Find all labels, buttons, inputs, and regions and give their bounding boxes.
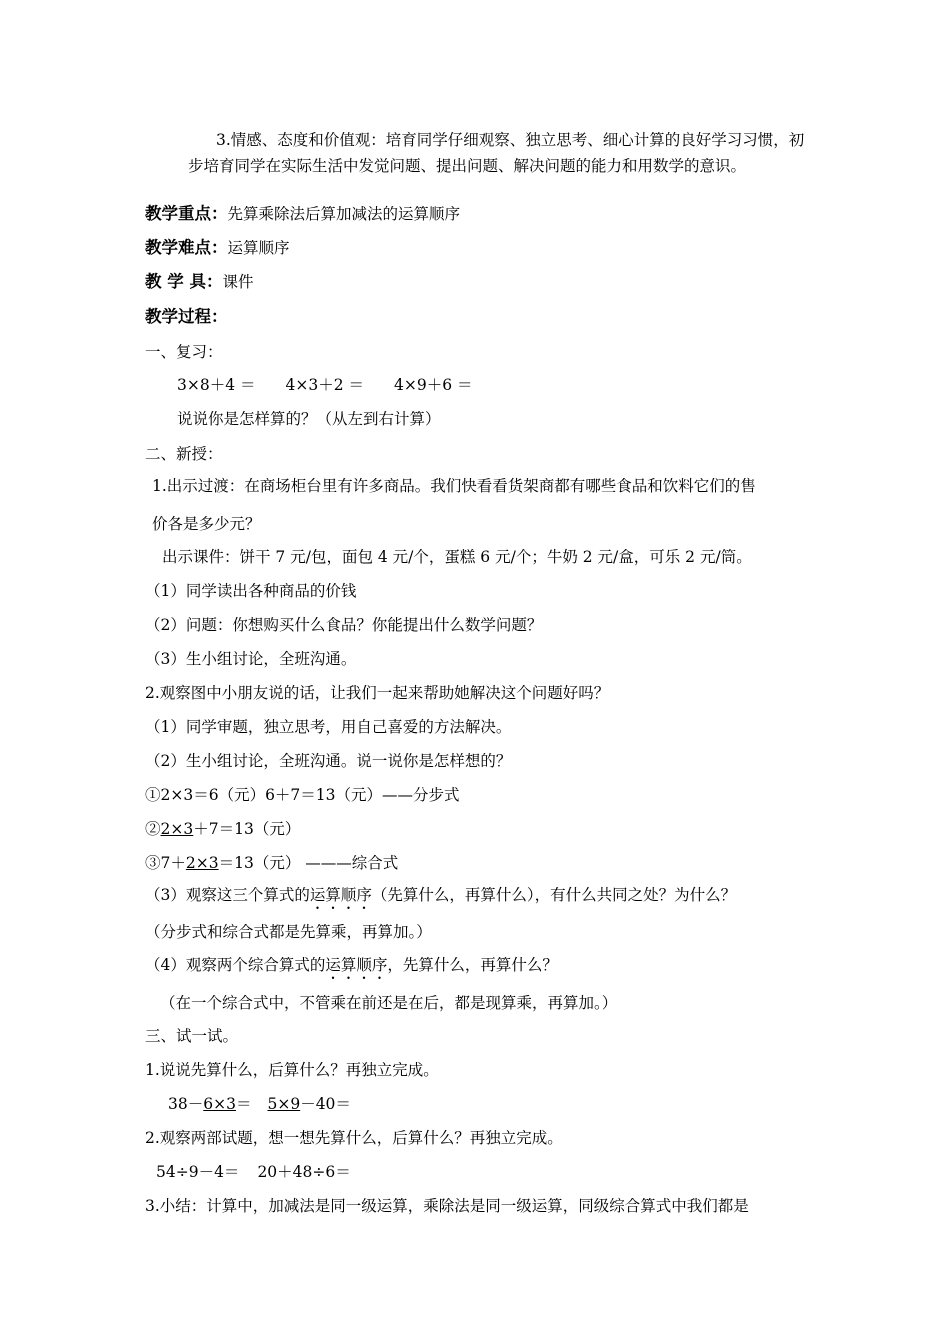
review-heading: 一、复习： [145, 343, 223, 361]
step-3-suffix: （先算什么，再算什么），有什么共同之处？为什么？ [371, 886, 737, 904]
try-exercises-2 [156, 1162, 351, 1182]
key-point-text: 先算乘除法后算加减法的运算顺序 [227, 205, 461, 223]
new-lesson-p1-line2: 价各是多少元？ [152, 515, 261, 533]
tools-label: 教 学 具： [145, 272, 223, 291]
question-2: （2）问题：你想购买什么食品？你能提出什么数学问题？ [145, 616, 543, 634]
exercise-2-underlined: 5×9 [267, 1095, 301, 1113]
question-1: （1）同学读出各种商品的价钱 [145, 582, 357, 600]
exercise-1-prefix: 38－ [168, 1095, 204, 1113]
step-4-answer: （在一个综合式中，不管乘在前还是在后，都是现算乘，再算加。） [160, 994, 618, 1012]
step-3-prefix: （3）观察这三个算式的 [145, 886, 310, 904]
method-3-suffix: ＝13（元） ———综合式 [218, 854, 399, 872]
method-2 [145, 819, 300, 839]
exercise-1-suffix: ＝ [235, 1095, 252, 1113]
key-point-line [145, 204, 460, 224]
process-title: 教学过程： [145, 307, 228, 326]
step-2: （2）生小组讨论，全班沟通。说一说你是怎样想的？ [145, 752, 512, 770]
step-3-emphasis: 运算顺序 [309, 886, 372, 904]
step-4-emphasis: 运算顺序 [325, 956, 388, 974]
question-3: （3）生小组讨论，全班沟通。 [145, 650, 357, 668]
method-3-prefix: ③7＋ [145, 854, 186, 872]
step-4-suffix: ，先算什么，再算什么？ [387, 956, 558, 974]
courseware-line: 出示课件：饼干 7 元/包，面包 4 元/个，蛋糕 6 元/个；牛奶 2 元/盒，可乐 2 元/筒。 [162, 548, 752, 566]
tools-line [145, 272, 254, 292]
review-eq-3: 4×9＋6 ＝ [394, 376, 473, 394]
key-point-label: 教学重点： [145, 204, 228, 223]
try-heading: 三、试一试。 [145, 1027, 239, 1045]
difficulty-label: 教学难点： [145, 238, 228, 257]
exercise-2-suffix: －40＝ [300, 1095, 351, 1113]
method-3 [145, 853, 398, 873]
review-equations [177, 375, 473, 395]
new-lesson-p1-line1: 1.出示过渡：在商场柜台里有许多商品。我们快看看货架商都有哪些食品和饮料它们的售 [152, 477, 756, 495]
try-task-1: 1.说说先算什么，后算什么？再独立完成。 [145, 1061, 439, 1079]
try-summary: 3.小结：计算中，加减法是同一级运算，乘除法是同一级运算，同级综合算式中我们都是 [145, 1197, 749, 1215]
review-eq-2: 4×3＋2 ＝ [285, 376, 364, 394]
review-prompt: 说说你是怎样算的？（从左到右计算） [177, 410, 441, 428]
step-4 [145, 955, 558, 983]
method-2-suffix: ＋7＝13（元） [193, 820, 301, 838]
difficulty-text: 运算顺序 [227, 239, 290, 257]
try-task-2: 2.观察两部试题，想一想先算什么，后算什么？再独立完成。 [145, 1129, 563, 1147]
new-lesson-p2: 2.观察图中小朋友说的话，让我们一起来帮助她解决这个问题好吗？ [145, 684, 610, 702]
tools-text: 课件 [222, 273, 254, 291]
new-lesson-heading: 二、新授： [145, 445, 223, 463]
step-1: （1）同学审题，独立思考，用自己喜爱的方法解决。 [145, 718, 512, 736]
method-1: ①2×3＝6（元）6＋7＝13（元）——分步式 [145, 786, 460, 804]
objective-item-3: 3.情感、态度和价值观：培育同学仔细观察、独立思考、细心计算的良好学习习惯，初步培育同学在实际生活中发觉问题、提出问题、解决问题的能力和用数学的意识。 [188, 131, 805, 175]
exercise-4: 20＋48÷6＝ [257, 1163, 351, 1181]
method-2-prefix: ② [145, 820, 161, 838]
method-3-underlined: 2×3 [185, 854, 219, 872]
review-eq-1: 3×8＋4 ＝ [177, 376, 256, 394]
try-exercises-1 [168, 1094, 351, 1114]
step-3-answer: （分步式和综合式都是先算乘，再算加。） [145, 923, 432, 941]
step-3 [145, 885, 736, 913]
exercise-1-underlined: 6×3 [203, 1095, 236, 1113]
exercise-3: 54÷9－4＝ [156, 1163, 240, 1181]
method-2-underlined: 2×3 [160, 820, 194, 838]
step-4-prefix: （4）观察两个综合算式的 [145, 956, 326, 974]
difficulty-line [145, 238, 290, 258]
